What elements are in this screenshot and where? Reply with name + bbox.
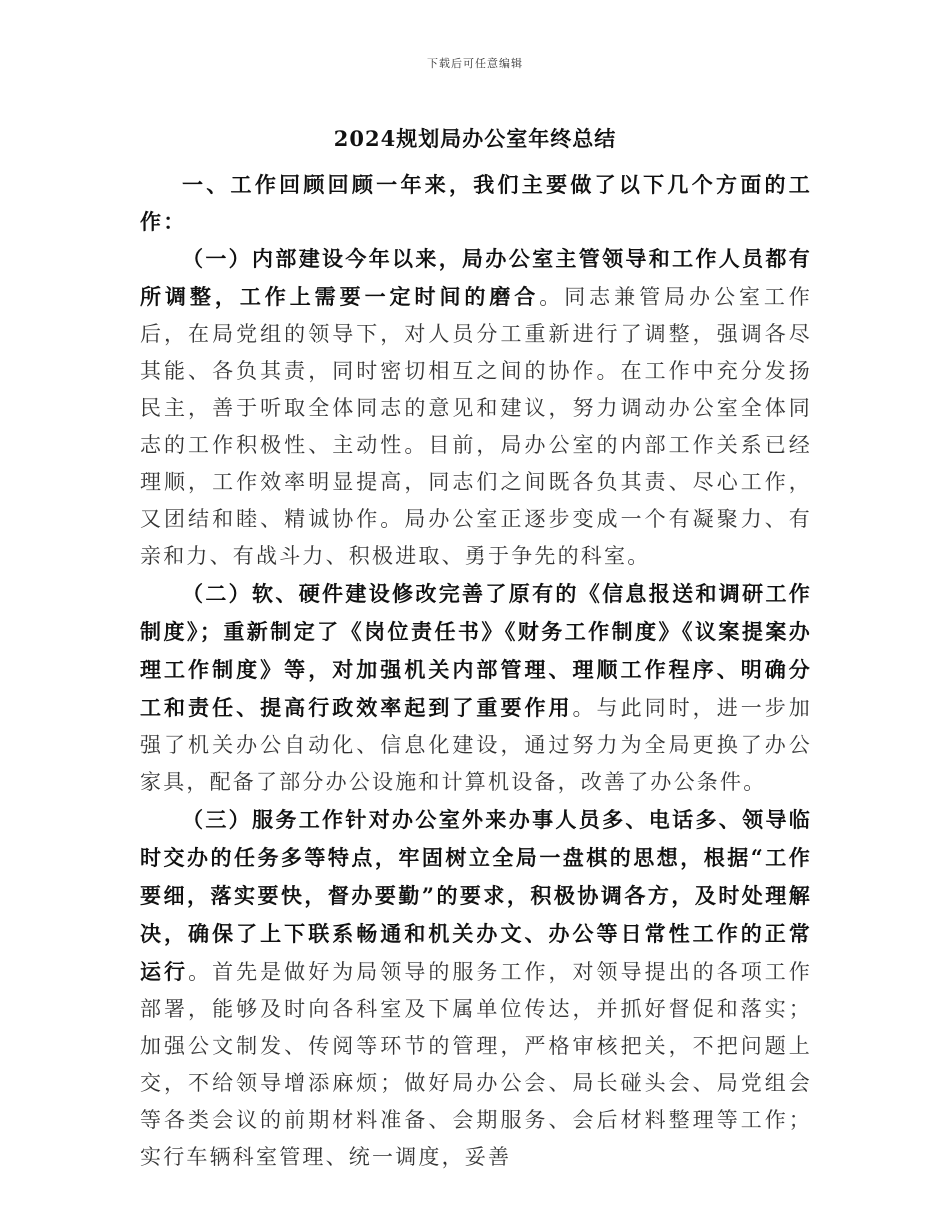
paragraph-lead: （二）软、硬件建设修改完善了原有的《信息报送和调研工作制度》；重新制定了《岗位责任书》《财务工作制度》《议案提案办理工作制度》等，对加强机关内部管理、理顺工作程序、明确分工和责任、提高行政效率起到了重要作用: [140, 581, 812, 720]
paragraph-lead: （三）服务工作针对办公室外来办事人员多、电话多、领导临时交办的任务多等特点，牢固树立全局一盘棋的思想，根据“工作要细，落实要快，督办要勤”的要求，积极协调各方，及时处理解决，确保了上下联系畅通和机关办文、办公等日常性工作的正常运行: [140, 807, 812, 984]
document-title: 2024规划局办公室年终总结: [333, 126, 617, 151]
paragraph-body: 。与此同时，进一步加强了机关办公自动化、信息化建设，通过努力为全局更换了办公家具，配备了部分办公设施和计算机设备，改善了办公条件。: [140, 696, 812, 794]
paragraph-internal-construction: [140, 240, 812, 575]
section-heading: 一、工作回顾回顾一年来，我们主要做了以下几个方面的工作：: [140, 172, 812, 234]
paragraph-software-hardware: [140, 575, 812, 801]
header-note: 下载后可任意编辑: [427, 57, 523, 70]
paragraph-lead: （一）内部建设今年以来，局办公室主管领导和工作人员都有所调整，工作上需要一定时间的磨合: [140, 246, 812, 309]
paragraph-body: 。同志兼管局办公室工作后，在局党组的领导下，对人员分工重新进行了调整，强调各尽其能、各负其责，同时密切相互之间的协作。在工作中充分发扬民主，善于听取全体同志的意见和建议，努力调动办公室全体同志的工作积极性、主动性。目前，局办公室的内部工作关系已经理顺，工作效率明显提高，同志们之间既各负其责、尽心工作，又团结和睦、精诚协作。局办公室正逐步变成一个有凝聚力、有亲和力、有战斗力、积极进取、勇于争先的科室。: [140, 285, 813, 568]
paragraph-body: 。首先是做好为局领导的服务工作，对领导提出的各项工作部署，能够及时向各科室及下属单位传达，并抓好督促和落实；加强公文制发、传阅等环节的管理，严格审核把关，不把问题上交，不给领导增添麻烦；做好局办公会、局长碰头会、局党组会等各类会议的前期材料准备、会期服务、会后材料整理等工作；实行车辆科室管理、统一调度，妥善: [140, 960, 812, 1169]
document-body: [140, 166, 812, 1176]
paragraph-service-work: [140, 801, 812, 1176]
